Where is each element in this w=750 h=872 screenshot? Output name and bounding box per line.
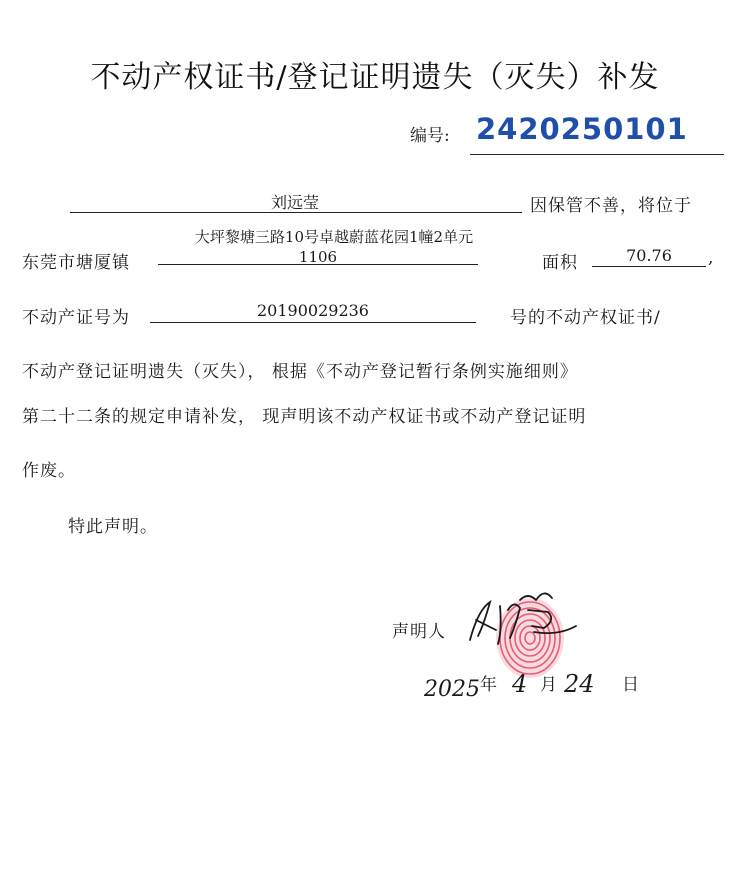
serial-label: 编号: xyxy=(410,126,450,146)
area-underline xyxy=(592,266,706,267)
document-title: 不动产权证书/登记证明遗失（灭失）补发 xyxy=(90,60,660,95)
applicant-name: 刘远莹 xyxy=(270,193,319,212)
date-year-unit: 年 xyxy=(480,675,497,695)
applicant-suffix: 因保管不善，将位于 xyxy=(530,196,692,216)
area-label: 面积 xyxy=(542,253,578,273)
closing-statement: 特此声明。 xyxy=(68,517,158,537)
applicant-name-underline xyxy=(70,212,522,213)
serial-underline xyxy=(470,154,724,155)
address-line-1: 大坪黎塘三路10号卓越蔚蓝花园1幢2单元 xyxy=(194,228,474,246)
date-day-handwritten: 24 xyxy=(564,670,595,698)
date-month-handwritten: 4 xyxy=(512,670,528,698)
certificate-number: 20190029236 xyxy=(257,301,369,320)
signature-date xyxy=(422,666,662,710)
body-line-1: 不动产登记证明遗失（灭失）， 根据《不动产登记暂行条例实施细则》 xyxy=(22,362,578,382)
signature-label: 声明人 xyxy=(392,622,446,642)
certificate-prefix: 不动产证号为 xyxy=(22,308,130,328)
date-month-unit: 月 xyxy=(540,675,557,695)
serial-number: 2420250101 xyxy=(476,112,688,146)
body-line-3: 作废。 xyxy=(22,461,76,481)
address-line-2: 1106 xyxy=(298,248,338,266)
area-value: 70.76 xyxy=(626,246,672,265)
certificate-underline xyxy=(150,322,476,323)
date-day-unit: 日 xyxy=(622,675,639,695)
area-suffix: , xyxy=(708,248,715,268)
location-prefix: 东莞市塘厦镇 xyxy=(22,253,130,273)
date-year-handwritten: 2025 xyxy=(424,677,480,702)
body-line-2: 第二十二条的规定申请补发， 现声明该不动产权证书或不动产登记证明 xyxy=(22,407,587,427)
certificate-suffix: 号的不动产权证书/ xyxy=(510,308,661,328)
